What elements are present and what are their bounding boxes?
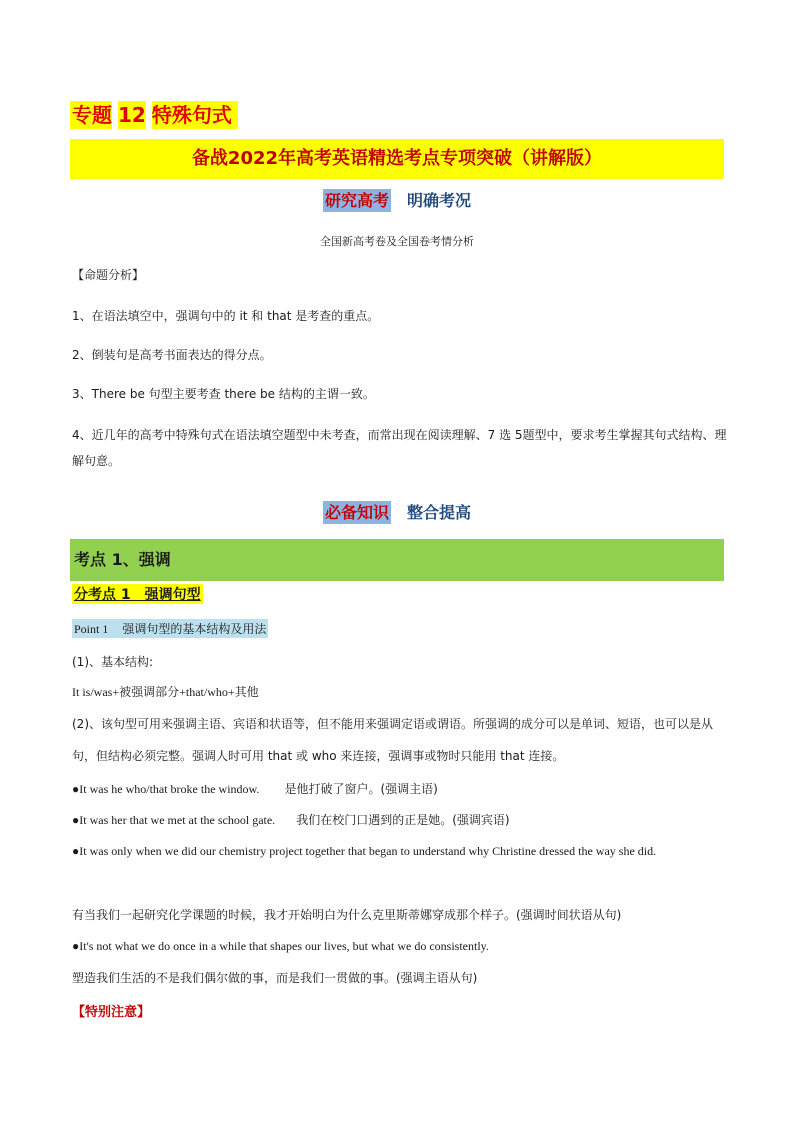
example-chinese: 我们在校门口遇到的正是她。(强调宾语) <box>296 813 510 827</box>
section-heading-knowledge <box>0 500 794 523</box>
title-prefix: 专题 <box>72 103 112 127</box>
example-chinese: 塑造我们生活的不是我们偶尔做的事，而是我们一贯做的事。(强调主语从句) <box>72 971 478 985</box>
analysis-heading: 【命题分析】 <box>72 268 145 282</box>
point-label <box>72 619 268 638</box>
example-english: ●It's not what we do once in a while that shapes our lives, but what we do consistently. <box>72 939 489 953</box>
example-line <box>72 779 732 799</box>
title-number: 12 <box>118 103 146 127</box>
example-english: ●It was he who/that broke the window. <box>72 782 260 796</box>
topic-heading: 考点 1、强调 <box>70 539 724 581</box>
basic-structure-heading: (1)、基本结构: <box>72 655 154 669</box>
structure-formula: It is/was+被强调部分+that/who+其他 <box>72 685 259 699</box>
point-text: 强调句型的基本结构及用法 <box>122 622 267 636</box>
analysis-item: 1、在语法填空中，强调句中的 it 和 that 是考查的重点。 <box>72 309 380 323</box>
title-name: 特殊句式 <box>151 103 232 127</box>
exam-analysis-subtitle: 全国新高考卷及全国卷考情分析 <box>320 235 474 248</box>
usage-paragraph: (2)、该句型可用来强调主语、宾语和状语等，但不能用来强调定语或谓语。所强调的成分可以是单词、短语，也可以是从句，但结构必须完整。强调人时可用 that 或 who 来连接，强调事或物时只能用 that 连接。 <box>72 717 714 763</box>
section-heading-research <box>0 188 794 211</box>
example-chinese: 是他打破了窗户。(强调主语) <box>284 782 438 796</box>
special-note-heading: 【特别注意】 <box>72 1005 151 1020</box>
example-english: ●It was only when we did our chemistry project together that began to understand why Christine dressed the way she did. <box>72 844 657 858</box>
subtopic-heading: 分考点 1 强调句型 <box>72 584 203 604</box>
point-number: Point 1 <box>74 622 109 636</box>
analysis-item: 4、近几年的高考中特殊句式在语法填空题型中未考查，而常出现在阅读理解、7 选 5题型中，要求考生掌握其句式结构、理解句意。 <box>72 428 727 468</box>
banner-subtitle: 备战2022年高考英语精选考点专项突破（讲解版） <box>70 139 724 179</box>
section-sub: 整合提高 <box>407 503 472 522</box>
example-chinese: 有当我们一起研究化学课题的时候，我才开始明白为什么克里斯蒂娜穿成那个样子。(强调时间状语从句) <box>72 908 622 922</box>
example-line <box>72 810 732 830</box>
analysis-item: 2、倒装句是高考书面表达的得分点。 <box>72 348 272 362</box>
section-tag: 研究高考 <box>324 191 389 210</box>
example-english: ●It was her that we met at the school gate. <box>72 813 276 827</box>
section-sub: 明确考况 <box>407 191 472 210</box>
section-tag: 必备知识 <box>324 503 389 522</box>
analysis-item: 3、There be 句型主要考查 there be 结构的主谓一致。 <box>72 387 375 401</box>
document-title <box>70 101 238 129</box>
